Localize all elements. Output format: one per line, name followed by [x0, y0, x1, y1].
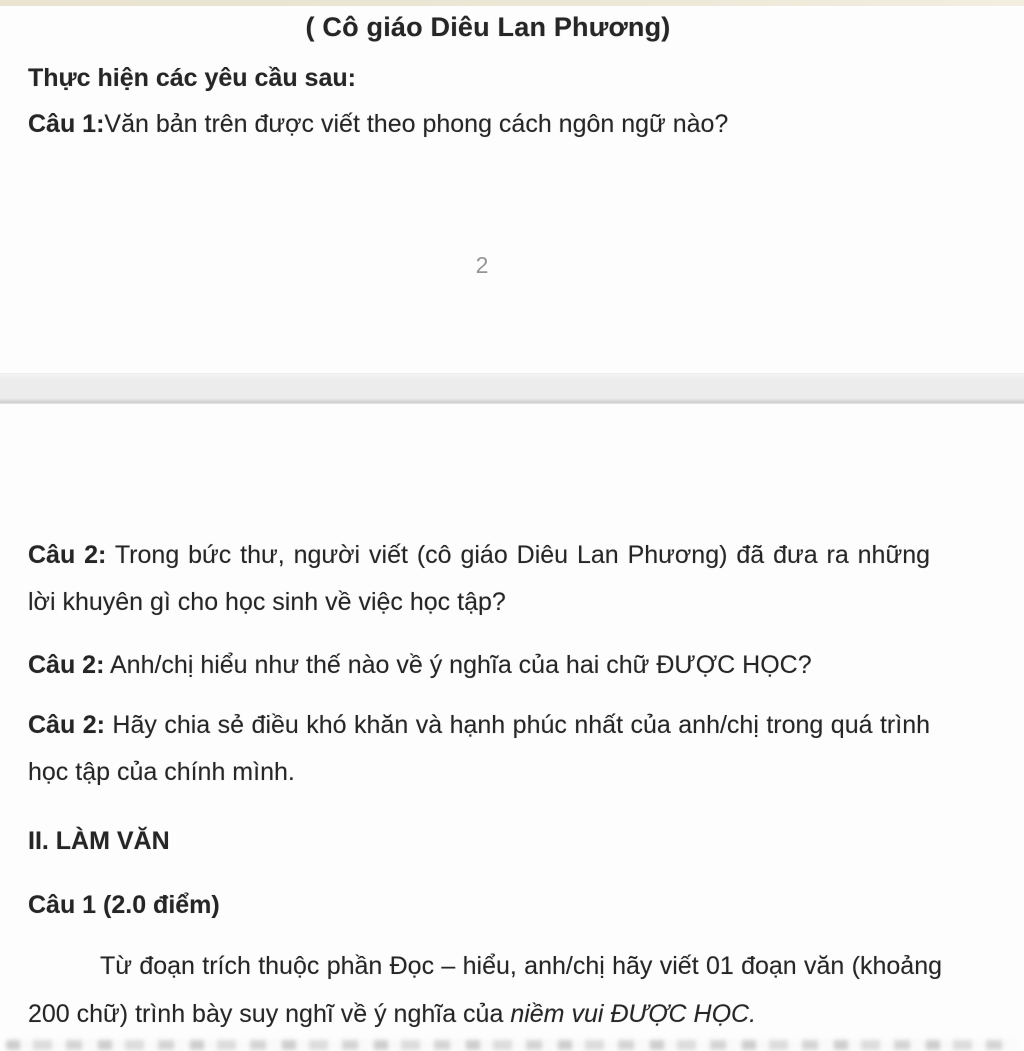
essay-prompt-italic: niềm vui ĐƯỢC HỌC. [510, 1000, 757, 1028]
question-1 [28, 101, 958, 148]
section-2-question-heading: Câu 1 (2.0 điểm) [28, 891, 220, 919]
instruction-heading: Thực hiện các yêu cầu sau: [28, 64, 356, 92]
essay-prompt [28, 942, 942, 1038]
essay-prompt-text: Từ đoạn trích thuộc phần Đọc – hiểu, anh/chị hãy viết 01 đoạn văn (khoảng 200 chữ) trình bày suy nghĩ về ý nghĩa của [28, 952, 942, 1028]
question-2a-label: Câu 2: [28, 541, 107, 569]
question-2c-label: Câu 2: [28, 711, 105, 739]
question-2c [28, 702, 930, 796]
photo-edge-strip [0, 0, 1024, 6]
question-2c-text: Hãy chia sẻ điều khó khăn và hạnh phúc nhất của anh/chị trong quá trình học tập của chính mình. [28, 711, 930, 786]
question-2b [28, 642, 958, 689]
page-number: 2 [475, 252, 489, 278]
section-2-heading: II. LÀM VĂN [28, 827, 170, 855]
question-2b-label: Câu 2: [28, 651, 105, 679]
attribution-heading: ( Cô giáo Diêu Lan Phương) [305, 12, 671, 42]
page-break-divider [0, 373, 1024, 404]
question-2a-text: Trong bức thư, người viết (cô giáo Diêu Lan Phương) đã đưa ra những lời khuyên gì cho học sinh về việc học tập? [28, 541, 931, 616]
question-1-label: Câu 1: [28, 110, 105, 138]
question-2b-text: Anh/chị hiểu như thế nào về ý nghĩa của hai chữ ĐƯỢC HỌC? [109, 651, 812, 679]
question-2a [28, 532, 930, 626]
cropped-text-remnant [6, 1040, 1016, 1050]
question-1-text: Văn bản trên được viết theo phong cách ngôn ngữ nào? [104, 110, 729, 138]
